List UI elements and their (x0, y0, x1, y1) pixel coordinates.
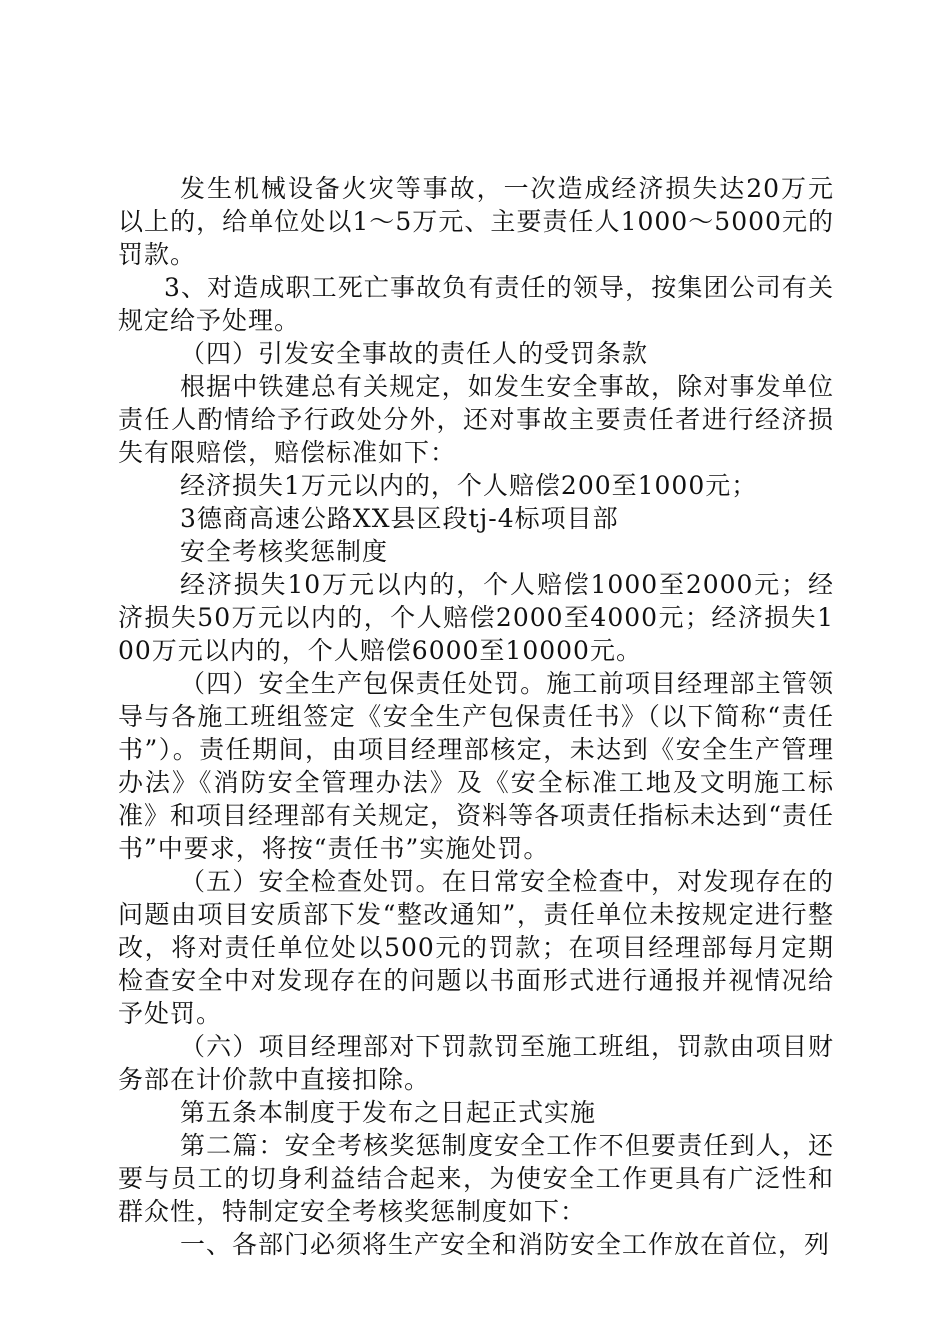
section-heading-penalty-terms: （四）引发安全事故的责任人的受罚条款 (180, 339, 649, 368)
paragraph-fire-accident: 发生机械设备火灾等事故，一次造成经济损失达20万元以上的，给单位处以1～5万元、主要责任人1000～5000元的罚款。 (118, 174, 834, 269)
paragraph-first-rule: 一、各部门必须将生产安全和消防安全工作放在首位，列 (180, 1230, 831, 1259)
paragraph-death-accident: 3、对造成职工死亡事故负有责任的领导，按集团公司有关规定给予处理。 (118, 273, 834, 335)
document-body (118, 172, 834, 1261)
page-header-title: 安全考核奖惩制度 (180, 537, 389, 566)
paragraph-second-part-intro: 第二篇：安全考核奖惩制度安全工作不但要责任到人，还要与员工的切身利益结合起来，为使安全工作更具有广泛性和群众性，特制定安全考核奖惩制度如下： (118, 1131, 834, 1226)
paragraph-effective-date: 第五条本制度于发布之日起正式实施 (180, 1098, 597, 1127)
paragraph-compensation-rules: 根据中铁建总有关规定，如发生安全事故，除对事发单位责任人酌情给予行政处分外，还对事故主要责任者进行经济损失有限赔偿，赔偿标准如下： (118, 372, 834, 467)
paragraph-compensation-scale: 经济损失10万元以内的，个人赔偿1000至2000元；经济损失50万元以内的，个人赔偿2000至4000元；经济损失100万元以内的，个人赔偿6000至10000元。 (118, 570, 834, 665)
paragraph-team-penalty: （六）项目经理部对下罚款罚至施工班组，罚款由项目财务部在计价款中直接扣除。 (118, 1032, 834, 1094)
page-header-project: 3德商高速公路XX县区段tj-4标项目部 (180, 504, 619, 533)
paragraph-responsibility-penalty: （四）安全生产包保责任处罚。施工前项目经理部主管领导与各施工班组签定《安全生产包保责任书》（以下简称“责任书”）。责任期间，由项目经理部核定，未达到《安全生产管理办法》《消防安全管理办法》及《安全标准工地及文明施工标准》和项目经理部有关规定，资料等各项责任指标未达到“责任书”中要求，将按“责任书”实施处罚。 (118, 669, 834, 863)
paragraph-inspection-penalty: （五）安全检查处罚。在日常安全检查中，对发现存在的问题由项目安质部下发“整改通知”，责任单位未按规定进行整改，将对责任单位处以500元的罚款；在项目经理部每月定期检查安全中对发现存在的问题以书面形式进行通报并视情况给予处罚。 (118, 867, 834, 1028)
paragraph-compensation-1w: 经济损失1万元以内的，个人赔偿200至1000元； (180, 471, 758, 500)
